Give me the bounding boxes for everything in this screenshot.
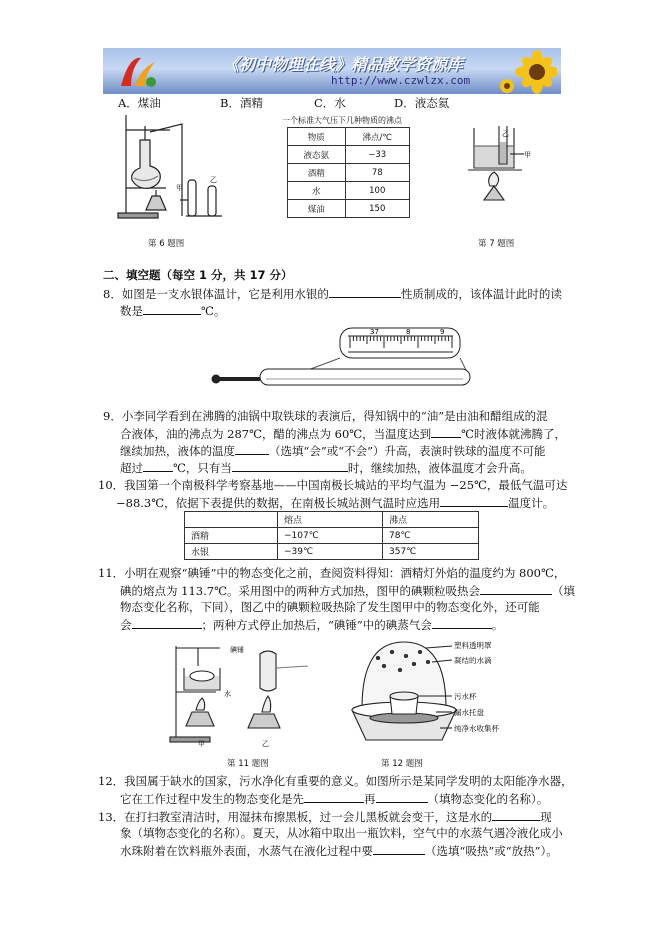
table-cell: 水银 <box>185 544 278 560</box>
fig7-label-jia: 甲 <box>524 151 531 159</box>
header-banner <box>103 48 561 94</box>
scale-label: 9 <box>440 328 445 336</box>
fig6-label-yi: 乙 <box>210 176 217 184</box>
q10-line2 <box>116 494 554 511</box>
fig6-caption: 第 6 题图 <box>148 239 185 249</box>
fig12-label: 纯净水收集杯 <box>454 724 499 733</box>
q9-line2 <box>120 425 566 442</box>
q11-text: ；两种方式停止加热后，“碘锤”中的碘蒸气会 <box>201 618 432 632</box>
table-row <box>288 146 410 164</box>
table-row <box>185 544 479 560</box>
fig11-label-water: 水 <box>224 690 231 698</box>
q10-line1: 10．我国第一个南极科学考察基地——中国南极长城站的平均气温为 −25℃，最低气温可达 <box>98 478 568 492</box>
table-row <box>185 528 479 544</box>
fig12-label: 凝结的水滴 <box>454 656 492 665</box>
q12-text: 它在工作过程中发生的物态变化是先 <box>120 792 304 806</box>
option-b: B．酒精 <box>220 96 263 110</box>
boiling-point-table <box>287 127 410 218</box>
q13-line2: 象（填物态变化的名称）。夏天，从冰箱中取出一瓶饮料，空气中的水蒸气遇冷液化成小 <box>120 826 563 840</box>
answer-blank[interactable] <box>132 616 202 629</box>
fig7-caption: 第 7 题图 <box>478 239 515 249</box>
answer-blank[interactable] <box>432 616 492 629</box>
banner-url[interactable]: http://www.czwlzx.com <box>331 74 471 87</box>
q8-line1 <box>103 285 562 302</box>
scale-label: 8 <box>406 328 411 336</box>
thermometer-figure <box>208 322 474 392</box>
table-cell: −33 <box>345 146 409 164</box>
q9-text: （选填“会”或“不会”）升高，表演时铁球的温度不可能 <box>269 444 546 458</box>
q9-text: 超过 <box>120 461 143 475</box>
answer-blank[interactable] <box>235 442 269 455</box>
q11-text: （填 <box>551 584 575 598</box>
q8-text: 性质制成的，该体温计此时的读 <box>400 287 562 301</box>
table-row <box>288 182 410 200</box>
q13-line3 <box>120 842 558 859</box>
fig12-label: 污水杯 <box>454 692 477 701</box>
q9-line1: 9．小李同学看到在沸腾的油锅中取铁球的表演后，得知锅中的“油”是由油和醋组成的混 <box>103 409 548 423</box>
q13-line1 <box>98 808 552 825</box>
q12-line1: 12．我国属于缺水的国家，污水净化有重要的意义。如图所示是某同学发明的太阳能净水器， <box>98 774 573 788</box>
option-d: D．液态氦 <box>394 96 450 110</box>
q8-text: 数是 <box>120 304 143 318</box>
q11-text: 碘的熔点为 113.7℃。采用图中的两种方式加热，图甲的碘颗粒吸热会 <box>120 584 480 598</box>
table-cell: 78 <box>345 164 409 182</box>
table-cell: −39℃ <box>278 544 383 560</box>
answer-blank[interactable] <box>480 582 552 595</box>
sunflower-icon <box>497 50 557 94</box>
answer-blank[interactable] <box>304 790 364 803</box>
scale-label: 37 <box>370 328 379 336</box>
q13-text: 现 <box>540 810 552 824</box>
option-a: A．煤油 <box>118 96 161 110</box>
q11-line2 <box>120 582 575 599</box>
fig7-label-yi: 乙 <box>502 130 509 138</box>
fig6-label-jia: 甲 <box>176 184 183 192</box>
fig11-label-yi: 乙 <box>262 740 269 748</box>
q8-text: ℃。 <box>201 304 226 318</box>
q9-text: ℃时液体就沸腾了， <box>461 427 566 441</box>
answer-blank[interactable] <box>373 842 425 855</box>
boiling-table-title: 一个标准大气压下几种物质的沸点 <box>282 116 402 125</box>
table-cell: −107℃ <box>278 528 383 544</box>
q11-line4 <box>120 616 503 633</box>
fig12-solar-purifier <box>348 636 558 754</box>
q8-text: 8．如图是一支水银体温计，它是利用水银的 <box>103 287 329 301</box>
fig7-apparatus <box>466 124 546 224</box>
table-cell: 水 <box>288 182 346 200</box>
answer-blank[interactable] <box>329 285 401 298</box>
fig11-caption: 第 11 题图 <box>227 759 269 769</box>
q11-text: 会 <box>120 618 132 632</box>
table-header: 沸点 <box>383 512 479 528</box>
banner-title: 《初中物理在线》精品教学资源库 <box>223 55 464 74</box>
fig11-label-dianchui: 碘锤 <box>230 646 244 654</box>
q11-text: 。 <box>491 618 504 632</box>
fig6-apparatus <box>110 110 235 225</box>
answer-blank[interactable] <box>143 459 173 472</box>
q9-text: 合液体，油的沸点为 287℃，醋的沸点为 60℃，当温度达到 <box>120 427 432 441</box>
table-cell: 液态氨 <box>288 146 346 164</box>
fig12-label: 漏水托盘 <box>454 708 484 717</box>
table-cell: 357℃ <box>383 544 479 560</box>
table-cell: 煤油 <box>288 200 346 218</box>
table-cell: 酒精 <box>288 164 346 182</box>
table-cell: 100 <box>345 182 409 200</box>
q9-line3 <box>120 442 546 459</box>
table-cell: 150 <box>345 200 409 218</box>
table-header: 物质 <box>288 128 346 146</box>
q12-text: （填物态变化的名称）。 <box>427 792 549 806</box>
q11-line1: 11．小明在观察“碘锤”中的物态变化之前，查阅资料得知：酒精灯外焰的温度约为 800℃， <box>98 566 566 580</box>
answer-blank[interactable] <box>440 494 508 507</box>
q10-text: −88.3℃，依据下表提供的数据，在南极长城站测气温时应选用 <box>116 496 441 510</box>
q9-text: ℃，只有当 <box>173 461 232 475</box>
fig11-label-jia: 甲 <box>198 740 205 748</box>
answer-blank[interactable] <box>431 425 461 438</box>
table-header: 沸点/℃ <box>345 128 409 146</box>
answer-blank[interactable] <box>143 302 201 315</box>
table-header <box>185 512 278 528</box>
fig12-caption: 第 12 题图 <box>381 759 423 769</box>
q10-text: 温度计。 <box>508 496 555 510</box>
q9-text: 时，继续加热，液体温度才会升高。 <box>347 461 532 475</box>
table-cell: 78℃ <box>383 528 479 544</box>
q13-text: （选填“吸热”或“放热”）。 <box>425 844 558 858</box>
q9-text: 继续加热，液体的温度 <box>120 444 235 458</box>
table-header: 熔点 <box>278 512 383 528</box>
q13-text: 水珠附着在饮料瓶外表面，水蒸气在液化过程中要 <box>120 844 373 858</box>
table-cell: 酒精 <box>185 528 278 544</box>
answer-blank[interactable] <box>376 790 428 803</box>
table-row <box>288 164 410 182</box>
q12-text: 再 <box>364 792 376 806</box>
fig12-label: 塑料透明罩 <box>454 641 492 650</box>
option-c: C．水 <box>314 96 346 110</box>
q13-text: 13．在打扫教室清洁时，用湿抹布擦黑板，过一会儿黑板就会变干，这是水的 <box>98 810 493 824</box>
answer-blank[interactable] <box>492 808 540 821</box>
melting-point-table <box>184 511 479 560</box>
q9-line4 <box>120 459 532 476</box>
section-title: 二、填空题（每空 1 分，共 17 分） <box>103 268 293 282</box>
answer-blank[interactable] <box>232 459 348 472</box>
fig11-apparatus <box>168 640 318 752</box>
q8-line2 <box>120 302 225 319</box>
q12-line2 <box>120 790 548 807</box>
table-row <box>288 200 410 218</box>
logo-icon <box>111 52 163 90</box>
q11-line3: 物态变化名称，下同），图乙中的碘颗粒吸热除了发生图甲中的物态变化外，还可能 <box>120 600 540 614</box>
